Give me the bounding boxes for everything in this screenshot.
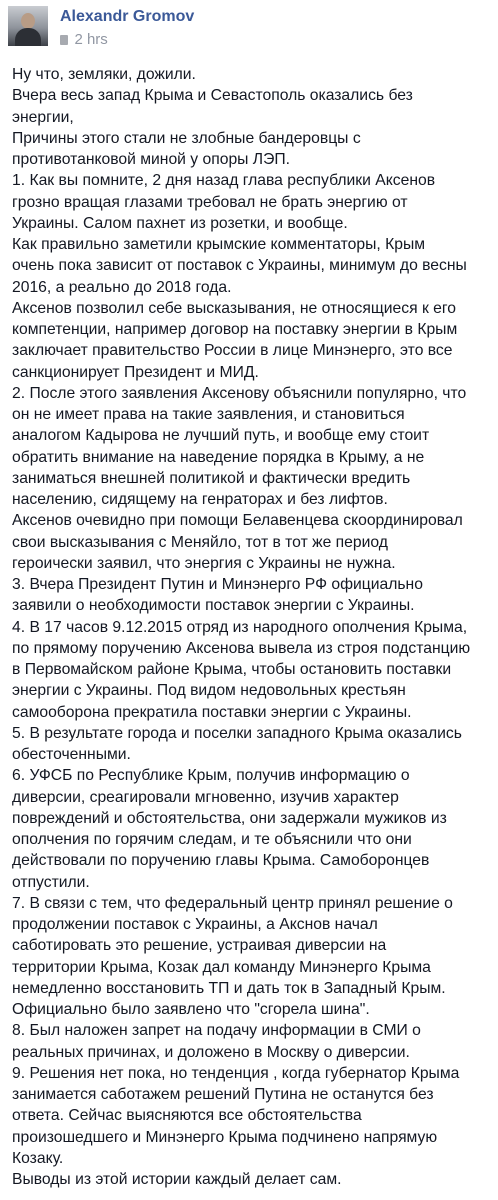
post-text-line: заниматься внешней политикой и фактически вредить [12,469,411,487]
post-text-line: аналогом Кадырова не лучший путь, и вообще ему стоит [12,427,430,445]
post-text-line: 2. После этого заявления Аксенову объяснили популярно, что [12,384,467,402]
post-text-line: занимается саботажем решений Путина не останутся без [12,1086,434,1103]
post-text-line: действовали по поручению главы Крыма. Самоборонцев [12,852,430,870]
post-text-line: в Первомайском районе Крыма, чтобы остановить поставки [12,661,452,678]
post-header [8,6,488,50]
avatar-body [15,28,41,46]
post-text-line: 2016, а реально до 2018 года. [12,278,232,296]
post-text-line: героически заявил, что энергия с Украины не нужна. [12,554,396,572]
post-text-line: он не имеет права на такие заявления, и становиться [12,406,405,423]
post-text-line: 5. В результате города и поселки западного Крыма оказались [12,724,462,742]
post-text-line: саботировать это решение, устраивая диверсии на [12,937,387,955]
post-text-line: Выводы из этой истории каждый делает сам. [12,1171,342,1188]
post-text-line: немедленно восстановить ТП и дать ток в Западный Крым. [12,979,446,997]
post-text-line: Как правильно заметили крымские комментаторы, Крым [12,236,426,253]
post-text-line: ополчения по горячим следам, и те объяснили что они [12,831,412,848]
post-text-line: населению, сидящему на генраторах и без лифтов. [12,491,388,508]
post-text-line: реальных причинах, и доложено в Москву о диверсии. [12,1043,410,1061]
post-text-line: продолжении поставок с Украины, а Акснов начал [12,916,378,933]
post-text-line: территории Крыма, Козак дал команду Минэнерго Крыма [12,958,431,976]
post-text-line: обесточенными. [12,746,131,763]
post-time[interactable]: 2 hrs [74,31,108,48]
author-name[interactable]: Alexandr Gromov [60,8,195,25]
post-text-line: грозно вращая глазами требовал не брать энергию от [12,193,408,211]
post-text-line: отпустили. [12,873,90,891]
post-text-line: 8. Был наложен запрет на подачу информации в СМИ о [12,1022,421,1040]
post-text-line: энергии, [12,108,74,126]
post-text [12,64,492,1190]
post-text-line: Причины этого стали не злобные бандеровцы с [12,129,361,147]
post-text-line: санкционирует Президент и МИД. [12,363,259,381]
post-text-line: противотанковой миной у опоры ЛЭП. [12,151,291,168]
post-meta [60,31,108,47]
post-text-line: свои высказывания с Меняйло, тот в тот же период [12,533,388,551]
post-text-line: энергии с Украины. Под видом недовольных крестьян [12,682,406,700]
post-text-line: по прямому поручению Аксенова вывела из строя подстанцию [12,639,471,657]
post-text-line: очень пока зависит от поставок с Украины, минимум до весны [12,257,467,275]
post-text-line: 4. В 17 часов 9.12.2015 отряд из народного ополчения Крыма, [12,618,468,636]
post-text-line: Ну что, земляки, дожили. [12,66,196,83]
post-text-line: ответа. Сейчас выясняются все обстоятельства [12,1107,362,1125]
avatar[interactable] [8,6,48,46]
post-text-line: Аксенов очевидно при помощи Белавенцева скоординировал [12,512,463,530]
post-text-line: Официально было заявлено что "сгорела шина". [12,1001,370,1018]
post-text-line: заявили о необходимости поставок энергии с Украины. [12,597,415,615]
post-text-line: Аксенов позволил себе высказывания, не относящиеся к его [12,299,457,317]
post-text-line: самооборона прекратила поставки энергии с Украины. [12,703,412,721]
post-text-line: Вчера весь запад Крыма и Севастополь оказались без [12,87,413,105]
post-text-line: заключает правительство России в лице Минэнерго, это все [12,342,453,360]
clock-icon [60,35,68,45]
post-text-line: Украины. Салом пахнет из розетки, и вообще. [12,214,348,232]
post-text-line: 1. Как вы помните, 2 дня назад глава республики Аксенов [12,172,436,190]
post-text-line: компетенции, например договор на поставку энергии в Крым [12,321,458,338]
post-text-line: обратить внимание на наведение порядка в Крыму, а не [12,448,425,466]
post-text-line: диверсии, среагировали мгновенно, изучив характер [12,788,399,806]
avatar-head [21,13,35,29]
post-text-line: 3. Вчера Президент Путин и Минэнерго РФ официально [12,576,423,593]
post-text-line: 9. Решения нет пока, но тенденция , когда губернатор Крыма [12,1064,460,1082]
post-text-line: 6. УФСБ по Республике Крым, получив информацию о [12,767,410,785]
post-text-line: Козаку. [12,1149,64,1167]
post-text-line: повреждений и обстоятельства, они задержали мужиков из [12,809,447,827]
post-text-line: произошедшего и Минэнерго Крыма подчинено напрямую [12,1128,438,1146]
post-text-line: 7. В связи с тем, что федеральный центр принял решение о [12,894,453,912]
